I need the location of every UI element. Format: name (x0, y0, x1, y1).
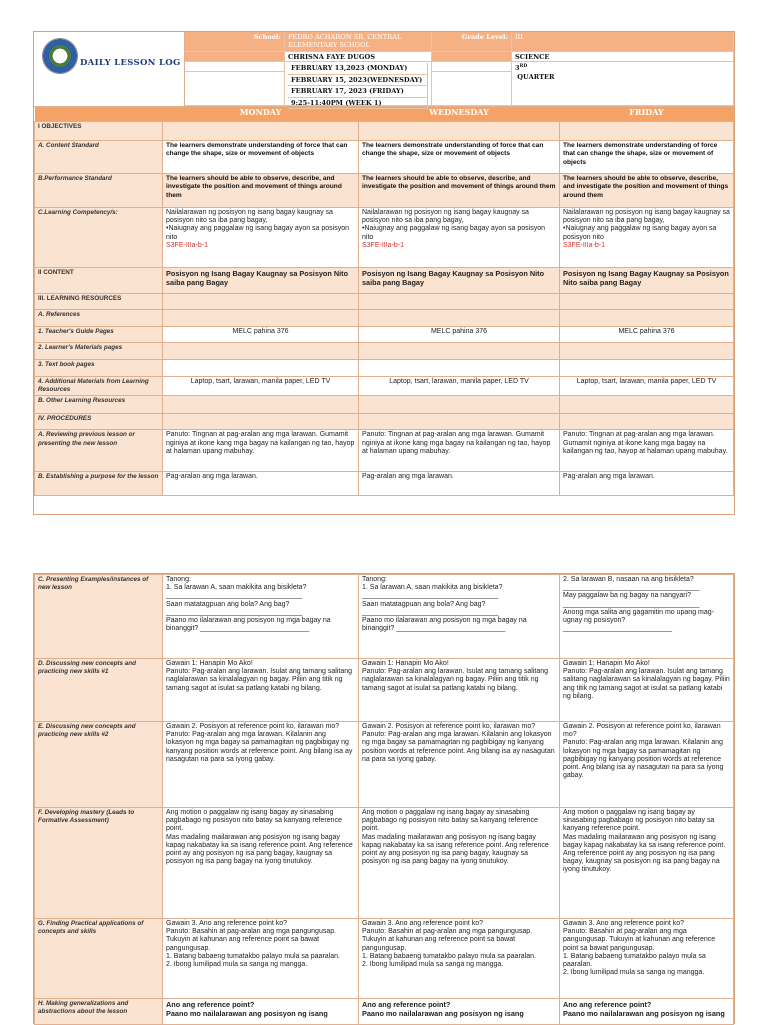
textbook-label: 3. Text book pages (35, 360, 163, 377)
header (34, 32, 734, 107)
discussing-1-mon: Gawain 1: Hanapin Mo Ako! Panuto: Pag-aralan ang larawan. Isulat ang tamang salitang naglalarawan sa kinalalagyan ng bagay. Piliin ang titik ng tamang sagot at isulat sa patlang katabi ng bilang. (163, 659, 359, 722)
empty-cell (359, 343, 560, 360)
discussing-1-wed: Gawain 1: Hanapin Mo Ako! Panuto: Pag-aralan ang larawan. Isulat ang tamang salitang naglalarawan sa kinalalagyan ng bagay. Piliin ang titik ng tamang sagot at isulat sa patlang katabi ng bilang. (359, 659, 560, 722)
review-mon: Panuto: Tingnan at pag-aralan ang mga larawan. Gumamit nginiya at ikone kang mga bagay na kailangan ng tao, hayop at halaman upang mabuhay. (163, 430, 359, 472)
mastery-label: F. Developing mastery (Leads to Formative Assessment) (35, 808, 163, 919)
empty-cell (163, 414, 359, 430)
quarter-label-cell (432, 62, 512, 72)
date-line: FEBRUARY 17, 2023 (FRIDAY) (288, 86, 428, 98)
textbook-row (35, 360, 734, 377)
additional-fri: Laptop, tsart, larawan, manila paper, LED TV (560, 377, 734, 396)
presenting-row (35, 575, 734, 659)
empty-cell (359, 396, 560, 414)
presenting-mon: Tanong: 1. Sa larawan A, saan makikita ang bisikleta? ___________________________________ Saan matatagpuan ang bola? Ang bag? ___________________________________ Paano mo ilalarawan ang posisyon ng mga bagay na binanggit? ____________________________ (163, 575, 359, 659)
discussing-2-fri: Gawain 2. Posisyon at reference point ko, ilarawan mo? Panuto: Pag-aralan ang mga larawan. Kilalanin ang lokasyon ng mga bagay sa pamamagitan ng pagbibigay ng kanyang position words at reference point. Ang bilang isa ay nasagutan na para sa iyong gabay. (560, 722, 734, 808)
learner-materials-row (35, 343, 734, 360)
empty-cell (359, 414, 560, 430)
empty-cell (163, 360, 359, 377)
review-label: A. Reviewing previous lesson or presenting the new lesson (35, 430, 163, 472)
purpose-fri: Pag-aralan ang mga larawan. (560, 472, 734, 496)
subject-value: SCIENCE (512, 52, 734, 62)
day-friday: FRIDAY (560, 107, 734, 122)
grade-value: III (512, 32, 734, 52)
purpose-mon: Pag-aralan ang mga larawan. (163, 472, 359, 496)
competency-code: S3FE-IIIa-b-1 (362, 241, 405, 249)
content-label: II CONTENT (35, 268, 163, 294)
performance-standard-row (35, 174, 734, 208)
generalizations-label: H. Making generalizations and abstractions about the lesson (35, 999, 163, 1025)
competency-fri (560, 208, 734, 268)
quarter-suffix: RD (519, 64, 528, 69)
references-label: A. References (35, 310, 163, 327)
purpose-label: B. Establishing a purpose for the lesson (35, 472, 163, 496)
competency-code: S3FE-IIIa-b-1 (166, 241, 209, 249)
content-standard-label: A. Content Standard (35, 141, 163, 174)
empty-cell (163, 122, 359, 141)
empty-cell (359, 122, 560, 141)
content-fri: Posisyon ng Isang Bagay Kaugnay sa Posisyon Nito saiba pang Bagay (560, 268, 734, 294)
quarter-word: QUARTER (517, 72, 555, 81)
other-resources-label: B. Other Learning Resources (35, 396, 163, 414)
lesson-table-page-2 (34, 574, 734, 1025)
presenting-wed: Tanong: 1. Sa larawan A, saan makikita ang bisikleta? ___________________________________ Saan matatagpuan ang bola? Ang bag? ___________________________________ Paano mo ilalarawan ang posisyon ng mga bagay na binanggit? ____________________________ (359, 575, 560, 659)
additional-materials-label: 4. Additional Materials from Learning Resources (35, 377, 163, 396)
mastery-wed: Ang motion o paggalaw ng isang bagay ay sinasabing pagbabago ng posisyon nito batay sa kanyang reference point. Mas madaling mailarawan ang posisyon ng isang bagay kapag nakabatay ka sa isang reference point. Ang reference point ay ang posisyon ng isa pang bagay, kaugnay sa posisyon ng isa pang bagay na iyong tinutukoy. (359, 808, 560, 919)
empty-cell (560, 343, 734, 360)
purpose-wed: Pag-aralan ang mga larawan. (359, 472, 560, 496)
content-mon: Posisyon ng Isang Bagay Kaugnay sa Posisyon Nito saiba pang Bagay (163, 268, 359, 294)
presenting-label: C. Presenting Examples/instances of new lesson (35, 575, 163, 659)
mastery-row (35, 808, 734, 919)
empty-cell (163, 294, 359, 310)
teacher-label-cell (185, 52, 285, 62)
practical-mon: Gawain 3. Ano ang reference point ko? Panuto: Basahin at pag-aralan ang mga pangungusap. Tukuyin at kahunan ang reference point sa bawat pangungusap. 1. Batang babaeng tumatakbo palayo mula sa paaralan. 2. Ibong lumilipad mula sa sanga ng mangga. (163, 919, 359, 999)
empty-cell (163, 310, 359, 327)
content-standard-fri: The learners demonstrate understanding of force that can change the shape, size or movement of objects (560, 141, 734, 174)
competency-wed (359, 208, 560, 268)
date-line: 9:25-11:40PM (WEEK 1) (288, 98, 428, 110)
teacher-value: CHRISNA FAYE DUGOS (285, 52, 432, 62)
empty-cell (560, 310, 734, 327)
teacher-guide-mon: MELC pahina 376 (163, 327, 359, 343)
competency-text: Nailalarawan ng posisyon ng isang bagay kaugnay sa posisyon nito sa iba pang bagay, (362, 209, 529, 225)
competency-text: •Naiugnay ang paggalaw ng isang bagay ayon sa posisyon nito (362, 225, 546, 241)
competency-code: S3FE-IIIa-b-1 (563, 241, 606, 249)
review-row (35, 430, 734, 472)
discussing-2-mon: Gawain 2. Posisyon at reference point ko, ilarawan mo? Panuto: Pag-aralan ang mga larawan. Kilalanin ang lokasyon ng mga bagay sa pamamagitan ng pagbibigay ng kanyang position words at reference point. Ang bilang isa ay nasagutan na para sa iyong gabay. (163, 722, 359, 808)
content-wed: Posisyon ng Isang Bagay Kaugnay sa Posisyon Nito saiba pang Bagay (359, 268, 560, 294)
date-line: FEBRUARY 15, 2023(WEDNESDAY) (288, 75, 428, 87)
review-fri: Panuto: Tingnan at pag-aralan ang mga larawan. Gumamit nginiya at ikone kang mga bagay na kailangan ng tao, hayop at halaman upang mabuhay. (560, 430, 734, 472)
performance-standard-wed: The learners should be able to observe, describe, and investigate the position and movement of things around them (359, 174, 560, 208)
discussing-2-label: E. Discussing new concepts and practicing new skills #2 (35, 722, 163, 808)
quarter-value (512, 62, 734, 106)
presenting-fri: 2. Sa larawan B, nasaan na ang bisikleta? ___________________________________ May paggalaw ba ng bagay na nangyari? ___________________________________ Anong mga salita ang gagamitin mo upang mag-ugnay ng posisyon? ____________________________ (560, 575, 734, 659)
competency-mon (163, 208, 359, 268)
discussing-2-row (35, 722, 734, 808)
lesson-log-page-1 (33, 31, 735, 515)
teaching-dates (285, 62, 432, 106)
teacher-guide-row (35, 327, 734, 343)
logo-area (34, 32, 185, 106)
discussing-1-fri: Gawain 1: Hanapin Mo Ako! Panuto: Pag-aralan ang larawan. Isulat ang tamang salitang naglalarawan sa kinalalagyan ng bagay. Piliin ang titik ng tamang sagot at isulat sa patlang katabi ng bilang. (560, 659, 734, 722)
blank-cell (432, 72, 512, 106)
practical-row (35, 919, 734, 999)
day-wednesday: WEDNESDAY (359, 107, 560, 122)
resources-label: III. LEARNING RESOURCES (35, 294, 163, 310)
competency-text: •Naiugnay ang paggalaw ng isang bagay ayon sa posisyon nito (563, 225, 717, 241)
additional-wed: Laptop, tsart, larawan, manila paper, LED TV (359, 377, 560, 396)
teacher-guide-wed: MELC pahina 376 (359, 327, 560, 343)
competency-label: C.Learning Competency/s: (35, 208, 163, 268)
competency-row (35, 208, 734, 268)
content-standard-wed: The learners demonstrate understanding of force that can change the shape, size or movement of objects (359, 141, 560, 174)
empty-cell (560, 414, 734, 430)
day-monday: MONDAY (163, 107, 359, 122)
additional-materials-row (35, 377, 734, 396)
review-wed: Panuto: Tingnan at pag-aralan ang mga larawan. Gumamit nginiya at ikone kang mga bagay na kailangan ng tao, hayop at halaman upang mabuhay. (359, 430, 560, 472)
performance-standard-fri: The learners should be able to observe, describe, and investigate the position and movement of things around them (560, 174, 734, 208)
competency-text: Nailalarawan ng posisyon ng isang bagay kaugnay sa posisyon nito sa iba pang bagay, (563, 209, 730, 225)
procedures-label: IV. PROCEDURES (35, 414, 163, 430)
school-value: PEDRO ACHARON SR. CENTRAL ELEMENTARY SCHOOL (285, 32, 432, 52)
performance-standard-label: B.Performance Standard (35, 174, 163, 208)
dates-label-cell (185, 62, 285, 72)
generalizations-fri: Ano ang reference point? Paano mo nailalarawan ang posisyon ng isang (560, 999, 734, 1025)
mastery-fri: Ang motion o paggalaw ng isang bagay ay sinasabing pagbabago ng posisyon nito batay sa kanyang reference point. Mas madaling mailarawan ang posisyon ng isang bagay kapag nakabatay ka sa isang reference point. Ang reference point ay ang posisyon ng isa pang bagay, kaugnay sa posisyon ng isa pang bagay na iyong tinutukoy. (560, 808, 734, 919)
header-info (185, 32, 734, 106)
teacher-guide-label: 1. Teacher's Guide Pages (35, 327, 163, 343)
day-header-blank (35, 107, 163, 122)
empty-cell (359, 294, 560, 310)
mastery-mon: Ang motion o paggalaw ng isang bagay ay sinasabing pagbabago ng posisyon nito batay sa kanyang reference point. Mas madaling mailarawan ang posisyon ng isang bagay kapag nakabatay ka sa isang reference point. Ang reference point ay ang posisyon ng isa pang bagay, kaugnay sa posisyon ng isa pang bagay na iyong tinutukoy. (163, 808, 359, 919)
school-label: School: (185, 32, 285, 52)
generalizations-wed: Ano ang reference point? Paano mo nailalarawan ang posisyon ng isang (359, 999, 560, 1025)
discussing-1-row (35, 659, 734, 722)
page-title: DAILY LESSON LOG (80, 58, 181, 68)
lesson-log-page-2 (33, 573, 735, 1024)
quarter-number: 3 (515, 64, 520, 73)
references-row (35, 310, 734, 327)
teacher-guide-fri: MELC pahina 376 (560, 327, 734, 343)
generalizations-mon: Ano ang reference point? Paano mo nailalarawan ang posisyon ng isang (163, 999, 359, 1025)
empty-cell (163, 343, 359, 360)
content-row (35, 268, 734, 294)
practical-fri: Gawain 3. Ano ang reference point ko? Panuto: Basahin at pag-aralan ang mga pangungusap. Tukuyin at kahunan ang reference point sa bawat pangungusap. 1. Batang babaeng tumatakbo palayo mula sa paaralan. 2. Ibong lumilipad mula sa sanga ng mangga. (560, 919, 734, 999)
competency-text: •Naiugnay ang paggalaw ng isang bagay ayon sa posisyon nito (166, 225, 350, 241)
objectives-row (35, 122, 734, 141)
generalizations-row (35, 999, 734, 1025)
empty-cell (560, 294, 734, 310)
additional-mon: Laptop, tsart, larawan, manila paper, LED TV (163, 377, 359, 396)
empty-cell (163, 396, 359, 414)
deped-seal-icon (42, 38, 78, 74)
empty-cell (560, 122, 734, 141)
date-line: FEBRUARY 13,2023 (MONDAY) (288, 63, 428, 75)
blank-cell (185, 72, 285, 106)
objectives-label: I OBJECTIVES (35, 122, 163, 141)
practical-label: G. Finding Practical applications of concepts and skills (35, 919, 163, 999)
resources-row (35, 294, 734, 310)
content-standard-row (35, 141, 734, 174)
procedures-row (35, 414, 734, 430)
learner-materials-label: 2. Learner's Materials pages (35, 343, 163, 360)
empty-cell (359, 310, 560, 327)
discussing-1-label: D. Discussing new concepts and practicing new skills #1 (35, 659, 163, 722)
subject-label-cell (432, 52, 512, 62)
empty-cell (560, 396, 734, 414)
performance-standard-mon: The learners should be able to observe, describe, and investigate the position and movement of things around them (163, 174, 359, 208)
other-resources-row (35, 396, 734, 414)
competency-text: Nailalarawan ng posisyon ng isang bagay kaugnay sa posisyon nito sa iba pang bagay, (166, 209, 333, 225)
grade-label: Grade Level: (432, 32, 512, 52)
content-standard-mon: The learners demonstrate understanding of force that can change the shape, size or movement of objects (163, 141, 359, 174)
purpose-row (35, 472, 734, 496)
discussing-2-wed: Gawain 2. Posisyon at reference point ko, ilarawan mo? Panuto: Pag-aralan ang mga larawan. Kilalanin ang lokasyon ng mga bagay sa pamamagitan ng pagbibigay ng kanyang position words at reference point. Ang bilang isa ay nasagutan na para sa iyong gabay. (359, 722, 560, 808)
lesson-table-page-1 (34, 107, 734, 496)
practical-wed: Gawain 3. Ano ang reference point ko? Panuto: Basahin at pag-aralan ang mga pangungusap. Tukuyin at kahunan ang reference point sa bawat pangungusap. 1. Batang babaeng tumatakbo palayo mula sa paaralan. 2. Ibong lumilipad mula sa sanga ng mangga. (359, 919, 560, 999)
empty-cell (560, 360, 734, 377)
empty-cell (359, 360, 560, 377)
